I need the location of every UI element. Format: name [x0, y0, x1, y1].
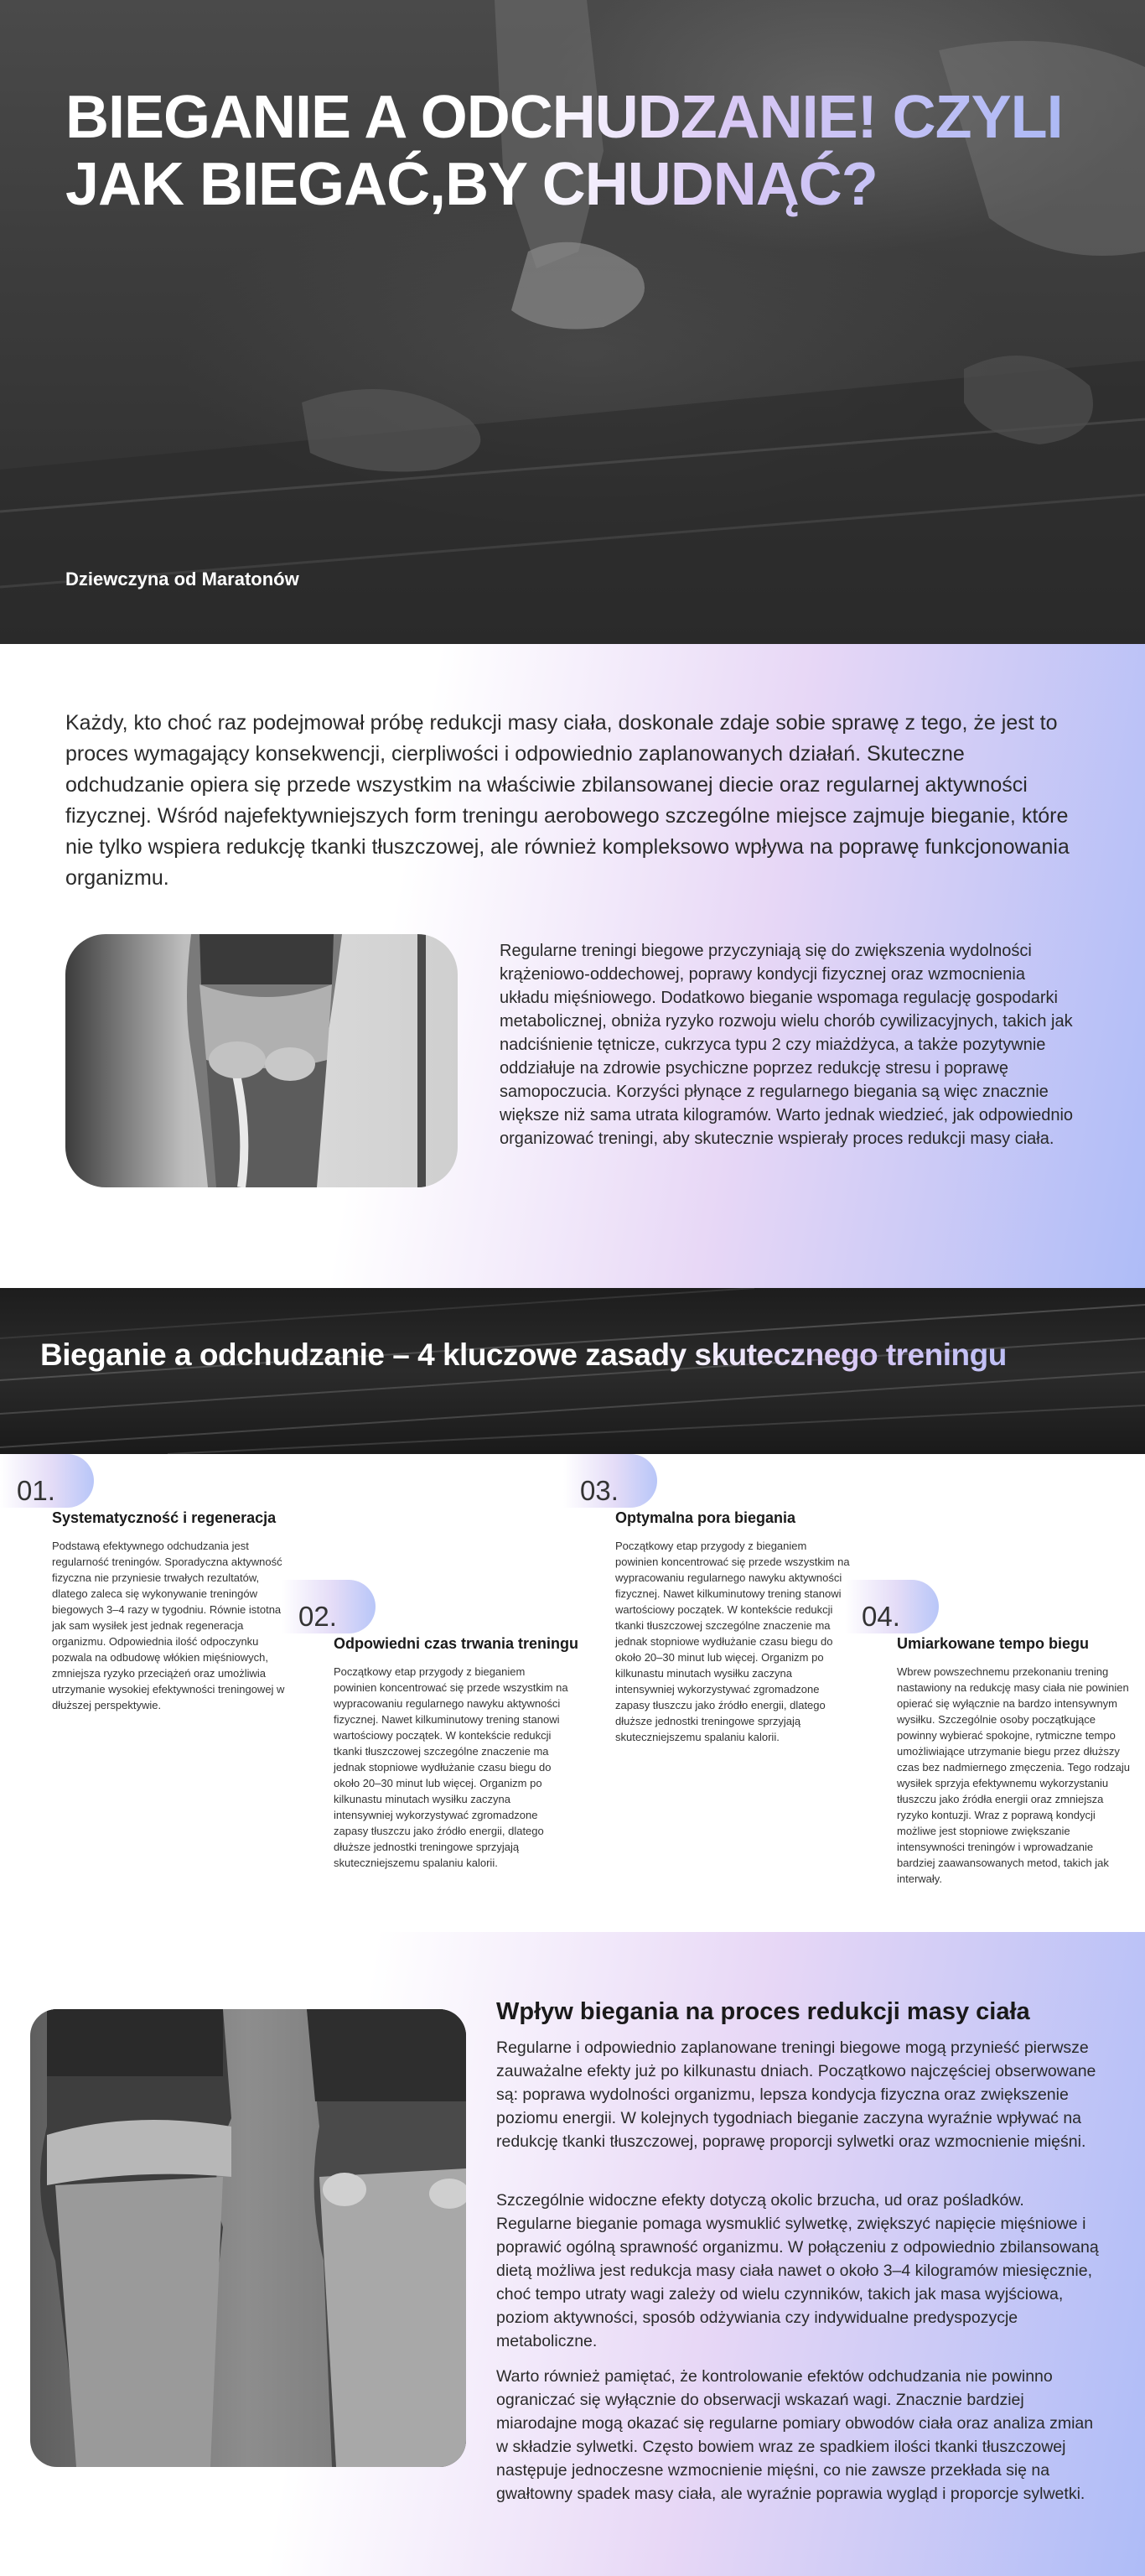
effects-title: Wpływ biegania na proces redukcji masy ciała: [496, 1998, 1030, 2025]
rule-text: Początkowy etap przygody z bieganiem powinien koncentrować się przede wszystkim na wypracowaniu regularnego nawyku aktywności fizycznej. Nawet kilkuminutowy trening stanowi wartościowy początek. W kontekście redukcji tkanki tłuszczowej szczególne znaczenie ma jednak stopniowe wydłużanie czasu biegu do około 20–30 minut lub więcej. Organizm po kilkunastu minutach wysiłku zaczyna intensywniej wykorzystywać zgromadzone zapasy tłuszczu jako źródło energii, dlatego dłuższe jednostki treningowe sprzyjają skuteczniejszemu spalaniu kalorii.: [615, 1540, 850, 1743]
rule-number: 03.: [580, 1475, 619, 1506]
effects-section: [0, 1932, 1145, 2576]
waist-measurement-illustration: [65, 934, 458, 1187]
hero-section: [0, 0, 1145, 644]
rule-number-badge: [282, 1580, 376, 1633]
rule-title: Umiarkowane tempo biegu: [897, 1635, 1090, 1652]
rule-text: Początkowy etap przygody z bieganiem powinien koncentrować się przede wszystkim na wypracowaniu regularnego nawyku aktywności fizycznej. Nawet kilkuminutowy trening stanowi wartościowy początek. W kontekście redukcji tkanki tłuszczowej szczególne znaczenie ma jednak stopniowe wydłużanie czasu biegu do około 20–30 minut lub więcej. Organizm po kilkunastu minutach wysiłku zaczyna intensywniej wykorzystywać zgromadzone zapasy tłuszczu jako źródło energii, dlatego dłuższe jednostki treningowe sprzyjają skuteczniejszemu spalaniu kalorii.: [334, 1665, 568, 1869]
effects-paragraph-3: Warto również pamiętać, że kontrolowanie efektów odchudzania nie powinno ograniczać się wyłącznie do obserwacji wskazań wagi. Znacznie bardziej miarodajne mogą okazać się regularne pomiary obwodów ciała oraz analiza zmian w składzie sylwetki. Często bowiem wraz ze spadkiem ilości tkanki tłuszczowej następuje jednoczesne wzmocnienie mięśni, co nie zawsze przekłada się na gwałtowny spadek masy ciała, ale wyraźnie poprawia wygląd i proporcje sylwetki.: [496, 2367, 1094, 2503]
intro-body-paragraph: Regularne treningi biegowe przyczyniają się do zwiększenia wydolności krążeniowo-oddechowej, poprawy kondycji fizycznej oraz wzmocnienia układu mięśniowego. Dodatkowo bieganie wspomaga regulację gospodarki metabolicznej, obniża ryzyko rozwoju wielu chorób cywilizacyjnych, takich jak nadciśnienie tętnicze, cukrzyca typu 2 czy miażdżyca, a także pozytywnie oddziałuje na zdrowie psychiczne poprzez redukcję stresu i poprawę samopoczucia. Korzyści płynące z regularnego biegania są więc znacznie większe niż sama utrata kilogramów. Warto jednak wiedzieć, jak odpowiednio organizować treningi, aby skutecznie wspierały proces redukcji masy ciała.: [500, 942, 1074, 1148]
rule-number-badge: [563, 1454, 657, 1508]
waist-measurement-photo: [65, 934, 458, 1187]
before-after-illustration: [30, 2009, 466, 2467]
rule-title: Odpowiedni czas trwania treningu: [334, 1635, 579, 1652]
author-name[interactable]: Dziewczyna od Maratonów: [65, 569, 299, 589]
intro-section: [0, 644, 1145, 1288]
effects-paragraph-2: Szczególnie widoczne efekty dotyczą okolic brzucha, ud oraz pośladków. Regularne bieganie pomaga wysmuklić sylwetkę, zwiększyć napięcie mięśniowe i poprawić ogólną sprawność organizmu. W połączeniu z odpowiednio zbilansowaną dietą możliwa jest redukcja masy ciała nawet o około 3–4 kilogramów miesięcznie, choć tempo utraty wagi zależy od wielu czynników, takich jak masa wyjściowa, poziom aktywności, sposób odżywiania czy indywidualne predyspozycje metaboliczne.: [496, 2191, 1099, 2350]
rule-title: Systematyczność i regeneracja: [52, 1509, 277, 1526]
rules-section-title: Bieganie a odchudzanie – 4 kluczowe zasady skutecznego treningu: [40, 1338, 1122, 1372]
before-after-jeans-photo: [30, 2009, 466, 2467]
rule-number-badge: [845, 1580, 939, 1633]
rule-number: 04.: [862, 1601, 900, 1632]
rules-header-band: [0, 1288, 1145, 1454]
rule-number: 02.: [298, 1601, 337, 1632]
rule-text: Podstawą efektywnego odchudzania jest regularność treningów. Sporadyczna aktywność fizyczna nie przyniesie trwałych rezultatów, dlatego zaleca się wykonywanie treningów biegowych 3–4 razy w tygodniu. Równie istotna jak sam wysiłek jest jednak regeneracja organizmu. Odpowiednia ilość odpoczynku pozwala na odbudowę włókien mięśniowych, zmniejsza ryzyko przeciążeń oraz umożliwia utrzymanie wysokiej efektywności treningowej w dłuższej perspektywie.: [52, 1540, 285, 1711]
rule-number: 01.: [17, 1475, 55, 1506]
effects-paragraph-1: Regularne i odpowiednio zaplanowane treningi biegowe mogą przynieść pierwsze zauważalne efekty już po kilkunastu dniach. Początkowo najczęściej obserwowane są: poprawa wydolności organizmu, lepsza kondycja fizyczna oraz zwiększenie poziomu energii. W kolejnych tygodniach bieganie zaczyna wyraźnie wpływać na redukcję tkanki tłuszczowej, poprawę proporcji sylwetki oraz wzmocnienie mięśni.: [496, 2038, 1096, 2151]
rules-list: [0, 1454, 1145, 1932]
rule-number-badge: [0, 1454, 94, 1508]
intro-lead-paragraph: Każdy, kto choć raz podejmował próbę redukcji masy ciała, doskonale zdaje sobie sprawę z tego, że jest to proces wymagający konsekwencji, cierpliwości i odpowiednio zaplanowanych działań. Skuteczne odchudzanie opiera się przede wszystkim na właściwie zbilansowanej diecie oraz regularnej aktywności fizycznej. Wśród najefektywniejszych form treningu aerobowego szczególne miejsce zajmuje bieganie, które nie tylko wspiera redukcję tkanki tłuszczowej, ale również kompleksowo wpływa na poprawę funkcjonowania organizmu.: [65, 711, 1070, 890]
page-title: BIEGANIE A ODCHUDZANIE! CZYLI JAK BIEGAĆ,BY CHUDNĄĆ?: [65, 84, 1088, 218]
rule-title: Optymalna pora biegania: [615, 1509, 796, 1526]
rule-text: Wbrew powszechnemu przekonaniu trening nastawiony na redukcję masy ciała nie powinien opierać się wyłącznie na bardzo intensywnym wysiłku. Szczególnie osoby początkujące powinny wybierać spokojne, rytmiczne tempo umożliwiające utrzymanie biegu przez dłuższy czas bez nadmiernego zmęczenia. Tego rodzaju wysiłek sprzyja efektywnemu wykorzystaniu tłuszczu jako źródła energii oraz zmniejsza ryzyko kontuzji. Wraz z poprawą kondycji możliwe jest stopniowe zwiększanie intensywności treningów i wprowadzanie bardziej zaawansowanych metod, takich jak interwały.: [897, 1665, 1130, 1885]
